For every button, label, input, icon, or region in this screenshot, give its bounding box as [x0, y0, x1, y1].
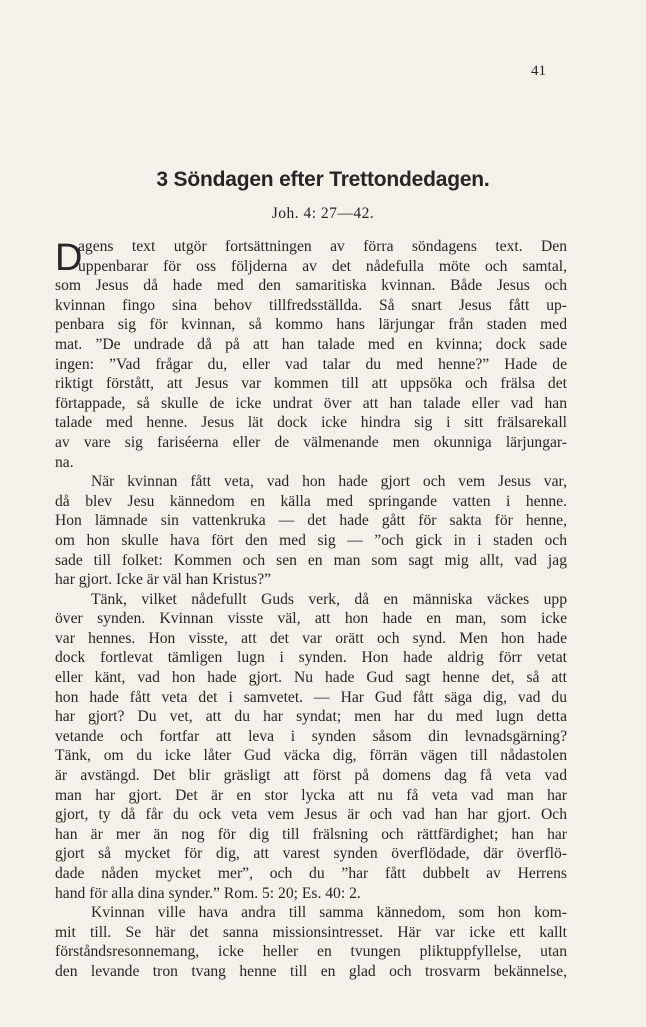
text-line: mat. ”De undrade då på att han talade med en kvinna; dock sade — [55, 335, 567, 353]
text-line: eller känt, vad hon hade gjort. Nu hade Gud sagt henne det, så att — [55, 669, 567, 687]
text-line: om hon skulle hava fört den med sig — ”och gick in i staden och — [55, 531, 567, 549]
text-line: agens text utgör fortsättningen av förra söndagens text. Den — [78, 238, 567, 255]
text-line: man har gjort. Det är en stor lycka att nu få veta vad man har — [55, 786, 567, 804]
text-line: har gjort? Du vet, att du har syndat; men har du med lugn detta — [55, 708, 567, 726]
chapter-heading: 3 Söndagen efter Trettondedagen. — [156, 168, 490, 191]
drop-cap: D — [55, 237, 83, 279]
text-line: den levande tron tvang henne till en glad och trosvarm bekännelse, — [55, 962, 567, 980]
text-line: hand för alla dina synder.” Rom. 5: 20; Es. 40: 2. — [55, 884, 361, 902]
text-line: hon hade fått veta det i samvetet. — Har Gud fått säga dig, vad du — [55, 688, 567, 706]
text-line: som Jesus då hade med den samaritiska kvinnan. Både Jesus och — [55, 277, 567, 295]
text-line: Tänk, om du icke låter Gud väcka dig, förrän vägen till nådastolen — [55, 747, 567, 765]
text-line: gjort, ty då får du ock veta vem Jesus är och vad han har gjort. Och — [55, 806, 567, 824]
text-line: dade nåden mycket mer”, och du ”har fått dubbelt av Herrens — [55, 865, 567, 882]
text-line: Tänk, vilket nådefullt Guds verk, då en människa väckes upp — [91, 590, 567, 608]
text-line: Hon lämnade sin vattenkruka — det hade gått för sakta för henne, — [55, 512, 567, 530]
text-line: han är mer än nog för dig till frälsning och rättfärdighet; han har — [55, 825, 567, 843]
text-line: då blev Jesu kännedom en källa med springande vatten i henne. — [55, 492, 567, 510]
text-line: riktigt förstått, att Jesus var kommen till att uppsöka och frälsa det — [55, 375, 567, 393]
text-line: var hennes. Hon visste, att det var orätt och synd. Men hon hade — [55, 629, 567, 647]
text-line: sade till folket: Kommen och sen en man som sagt mig allt, vad jag — [55, 551, 567, 569]
text-line: penbara sig för kvinnan, så kommo hans lärjungar från staden med — [55, 316, 567, 334]
text-line: dock fortlevat tämligen lugn i synden. Hon hade aldrig förr vetat — [55, 649, 567, 667]
body-text — [55, 237, 567, 982]
text-line: gjort så mycket för dig, att varest synden överflödade, där överflö- — [55, 845, 567, 863]
text-line: När kvinnan fått veta, vad hon hade gjort och vem Jesus var, — [91, 473, 567, 491]
text-line: av vare sig fariséerna eller de välmenande men okunniga lärjungar- — [55, 433, 567, 451]
text-line: mit till. Se här det sanna missionsintresset. Här var icke ett kallt — [55, 923, 567, 941]
text-line: talade med henne. Jesus lät dock icke hindra sig i sitt frälsarekall — [55, 414, 567, 432]
text-line: förtappade, så skulle de icke undrat över att han talade eller vad han — [55, 394, 567, 412]
scripture-reference: Joh. 4: 27—42. — [271, 205, 375, 222]
text-line: uppenbarar för oss följderna av det nådefulla möte och samtal, — [78, 257, 567, 275]
text-line: över synden. Kvinnan visste väl, att hon hade en man, som icke — [55, 610, 567, 628]
text-line: kvinnan fingo sina behov tillfredsställda. Så snart Jesus fått up- — [55, 296, 567, 314]
text-line: är avstängd. Det blir gräsligt att först på domens dag få veta vad — [55, 767, 567, 785]
text-line: förståndsresonnemang, icke heller en tvungen pliktuppfyllelse, utan — [55, 943, 567, 961]
page-number: 41 — [531, 63, 546, 79]
text-line: har gjort. Icke är väl han Kristus?” — [55, 571, 272, 589]
text-line: Kvinnan ville hava andra till samma kännedom, som hon kom- — [91, 904, 567, 922]
text-line: na. — [55, 453, 74, 471]
text-line: vetande och fortfar att leva i synden såsom din levnadsgärning? — [55, 727, 567, 745]
text-line: ingen: ”Vad frågar du, eller vad talar du med henne?” Hade de — [55, 355, 567, 373]
